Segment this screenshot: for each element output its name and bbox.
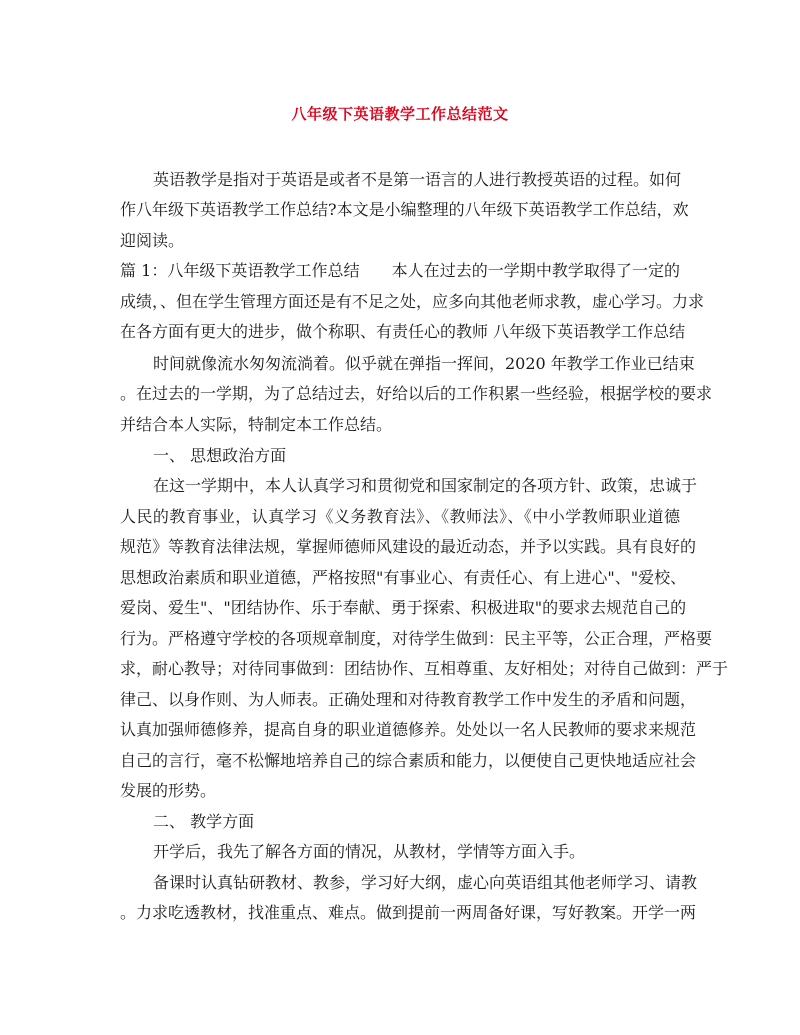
text-line: 并结合本人实际，特制定本工作总结。: [120, 415, 393, 434]
text-line: 爱岗、爱生"、"团结协作、乐于奉献、勇于探索、积极进取"的要求去规范自己的: [120, 598, 687, 617]
text-line: 人民的教育事业，认真学习《义务教育法》、《教师法》、《中小学教师职业道德: [120, 507, 680, 526]
text-line: 迎阅读。: [120, 231, 185, 250]
section-heading: 二、 教学方面: [153, 812, 255, 831]
text-line: 认真加强师德修养，提高自身的职业道德修养。处处以一名人民教师的要求来规范: [120, 720, 697, 739]
text-line: 开学后，我先了解各方面的情况，从教材，学情等方面入手。: [153, 842, 586, 861]
document-title: 八年级下英语教学工作总结范文: [291, 105, 509, 123]
section-heading: 一、 思想政治方面: [153, 446, 287, 465]
text-line: 规范》等教育法律法规，掌握师德师风建设的最近动态，并予以实践。具有良好的: [120, 537, 697, 556]
text-line: 英语教学是指对于英语是或者不是第一语言的人进行教授英语的过程。如何: [153, 170, 682, 189]
text-line: 思想政治素质和职业道德，严格按照"有事业心、有责任心、有上进心"、"爱校、: [120, 568, 687, 587]
text-line: 发展的形势。: [120, 781, 217, 800]
text-line: 篇 1：八年级下英语教学工作总结 本人在过去的一学期中教学取得了一定的: [120, 261, 680, 280]
text-line: 。在过去的一学期，为了总结过去，好给以后的工作积累一些经验，根据学校的要求: [120, 384, 713, 403]
text-line: 成绩，、但在学生管理方面还是有不足之处，应多向其他老师求教，虚心学习。力求: [120, 292, 705, 311]
text-line: 行为。严格遵守学校的各项规章制度，对待学生做到：民主平等，公正合理，严格要: [120, 629, 713, 648]
text-line: 备课时认真钻研教材、教参，学习好大纲，虚心向英语组其他老师学习、请教: [153, 873, 698, 892]
text-line: 求，耐心教导；对待同事做到：团结协作、互相尊重、友好相处；对待自己做到：严于: [120, 659, 729, 678]
text-line: 。力求吃透教材，找准重点、难点。做到提前一两周备好课，写好教案。开学一两: [120, 903, 697, 922]
text-line: 律己、以身作则、为人师表。正确处理和对待教育教学工作中发生的矛盾和问题，: [120, 690, 697, 709]
text-line: 作八年级下英语教学工作总结?本文是小编整理的八年级下英语教学工作总结，欢: [120, 200, 689, 219]
text-line: 自己的言行，毫不松懈地培养自己的综合素质和能力，以便使自己更快地适应社会: [120, 751, 697, 770]
text-line: 时间就像流水匆匆流淌着。似乎就在弹指一挥间，2020 年教学工作业已结束: [153, 354, 695, 373]
text-line: 在这一学期中，本人认真学习和贯彻党和国家制定的各项方针、政策，忠诚于: [153, 476, 698, 495]
text-line: 在各方面有更大的进步，做个称职、有责任心的教师 八年级下英语教学工作总结: [120, 322, 686, 341]
